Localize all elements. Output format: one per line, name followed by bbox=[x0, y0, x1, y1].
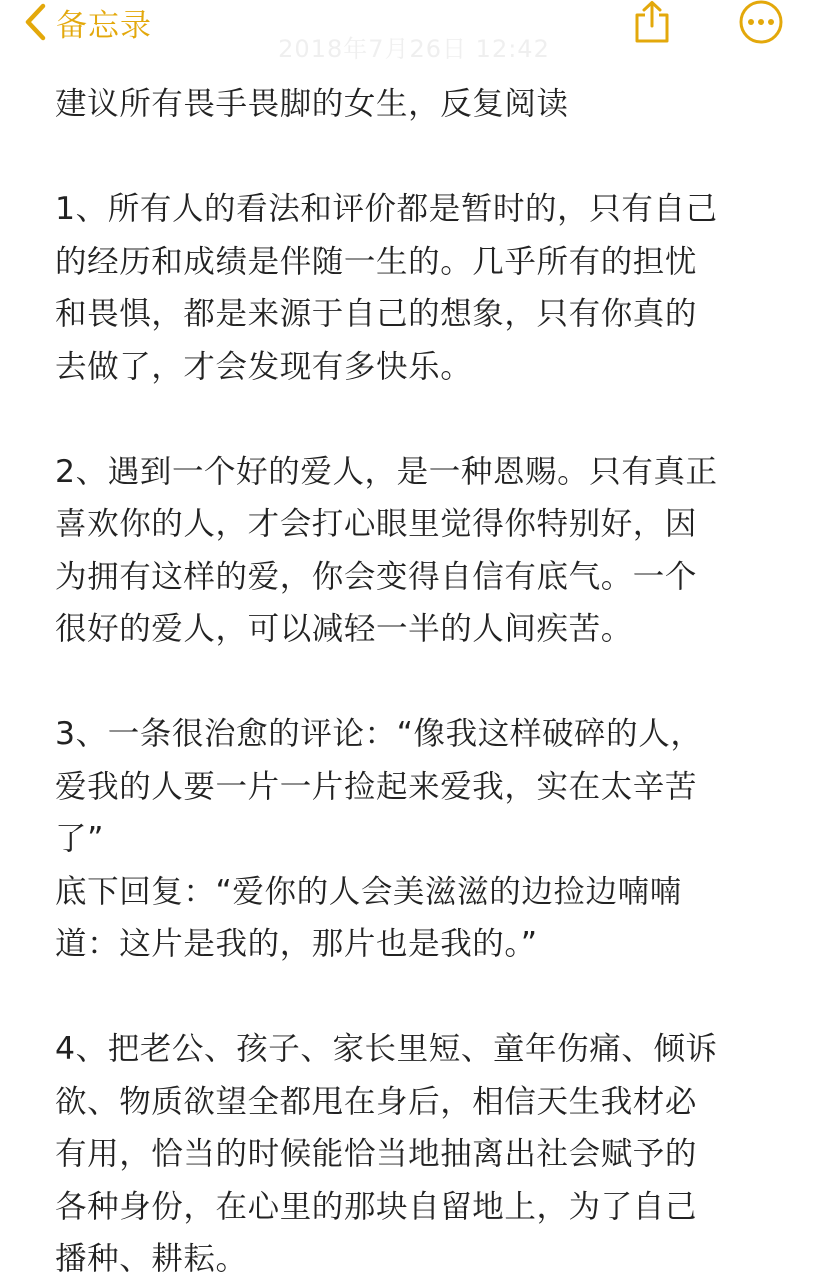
note-line: 爱我的人要一片一片捡起来爱我，实在太辛苦 bbox=[55, 768, 698, 805]
blank-line bbox=[55, 131, 785, 184]
back-label: 备忘录 bbox=[56, 7, 152, 44]
note-line: 的经历和成绩是伴随一生的。几乎所有的担忧 bbox=[55, 243, 698, 280]
note-line: 去做了，才会发现有多快乐。 bbox=[55, 348, 473, 385]
note-line: 底下回复：“爱你的人会美滋滋的边捡边喃喃 bbox=[55, 873, 682, 910]
note-line: 各种身份，在心里的那块自留地上，为了自己 bbox=[55, 1188, 698, 1225]
note-line: 建议所有畏手畏脚的女生，反复阅读 bbox=[55, 86, 569, 122]
note-line: 播种、耕耘。 bbox=[55, 1241, 248, 1277]
share-icon[interactable] bbox=[630, 0, 674, 48]
note-line: 1、所有人的看法和评价都是暂时的，只有自己 bbox=[55, 191, 718, 227]
note-line: 了” bbox=[55, 821, 105, 857]
note-line: 4、把老公、孩子、家长里短、童年伤痛、倾诉 bbox=[55, 1031, 718, 1067]
note-line: 喜欢你的人，才会打心眼里觉得你特别好，因 bbox=[55, 506, 698, 542]
note-line: 有用，恰当的时候能恰当地抽离出社会赋予的 bbox=[55, 1136, 698, 1172]
note-line: 欲、物质欲望全都甩在身后，相信天生我材必 bbox=[55, 1083, 698, 1120]
blank-line bbox=[55, 393, 785, 446]
more-icon[interactable] bbox=[737, 0, 785, 48]
note-line: 3、一条很治愈的评论：“像我这样破碎的人， bbox=[55, 716, 703, 752]
navigation-bar bbox=[0, 0, 828, 63]
note-body[interactable] bbox=[55, 78, 785, 1286]
blank-line bbox=[55, 971, 785, 1024]
blank-line bbox=[55, 656, 785, 709]
note-timestamp: 2018年7月26日 12:42 bbox=[278, 35, 550, 63]
note-line: 为拥有这样的爱，你会变得自信有底气。一个 bbox=[55, 558, 698, 595]
note-line: 和畏惧，都是来源于自己的想象，只有你真的 bbox=[55, 296, 698, 332]
note-line: 很好的爱人，可以减轻一半的人间疾苦。 bbox=[55, 611, 633, 647]
note-line: 2、遇到一个好的爱人，是一种恩赐。只有真正 bbox=[55, 453, 718, 490]
note-line: 道：这片是我的，那片也是我的。” bbox=[55, 926, 538, 962]
